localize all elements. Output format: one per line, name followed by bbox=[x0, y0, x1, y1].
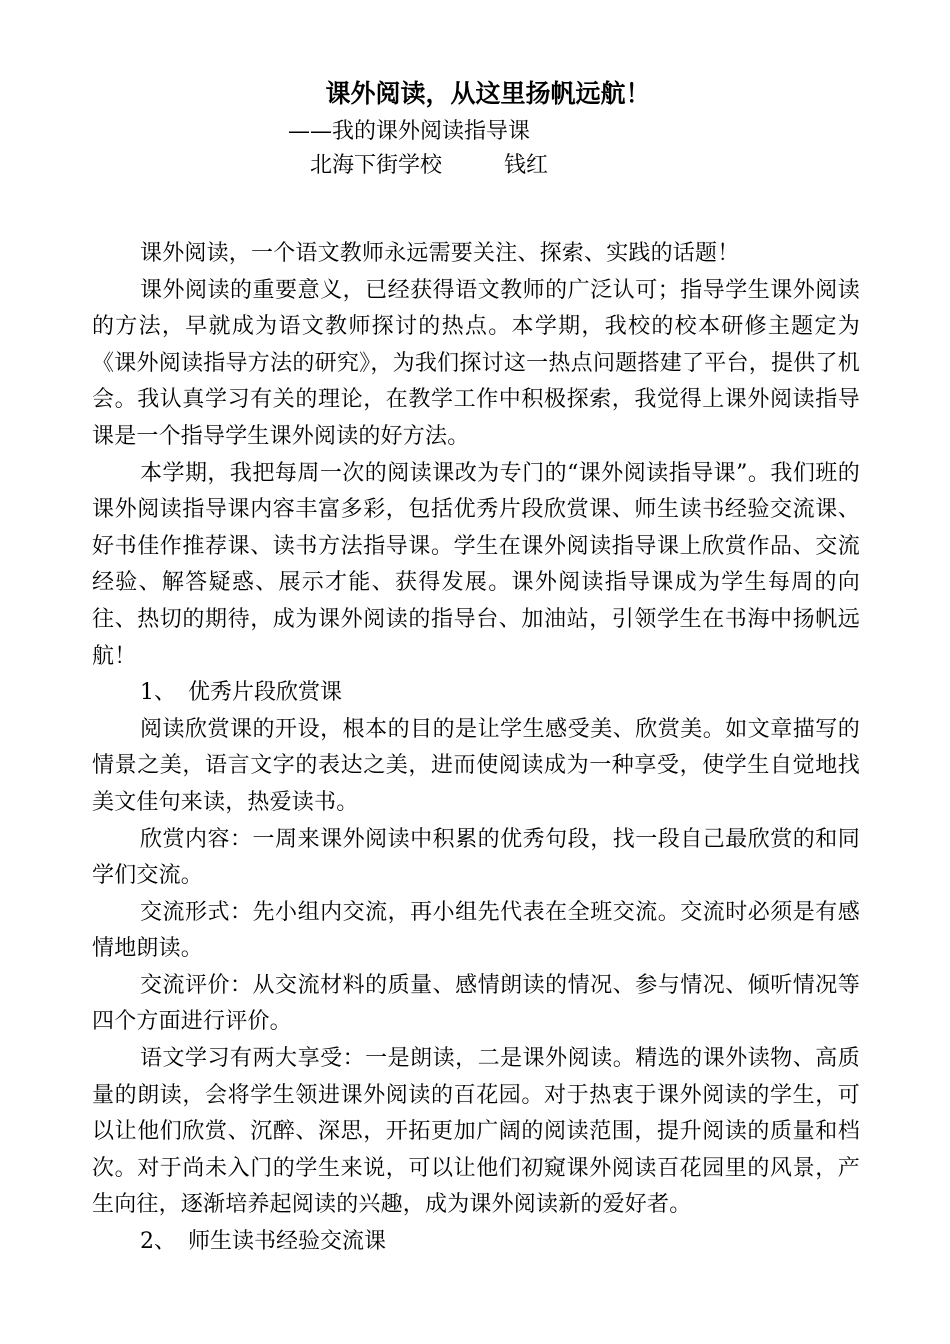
section-title: 师生读书经验交流课 bbox=[188, 1229, 387, 1255]
paragraph: 阅读欣赏课的开设，根本的目的是让学生感受美、欣赏美。如文章描写的情景之美，语言文字的表达之美，进而使阅读成为一种享受，使学生自觉地找美文佳句来读，热爱读书。 bbox=[92, 716, 860, 815]
school-name: 北海下街学校 bbox=[310, 153, 443, 178]
section-heading-2 bbox=[92, 1224, 860, 1261]
paragraph: 欣赏内容：一周来课外阅读中积累的优秀句段，找一段自己最欣赏的和同学们交流。 bbox=[92, 826, 860, 889]
paragraph: 课外阅读，一个语文教师永远需要关注、探索、实践的话题！ bbox=[140, 241, 740, 266]
author-name: 钱红 bbox=[504, 153, 549, 178]
section-number: 1、 bbox=[140, 680, 176, 706]
document-subtitle: ——我的课外阅读指导课 bbox=[288, 119, 531, 144]
section-number: 2、 bbox=[140, 1229, 176, 1255]
author-line bbox=[310, 148, 860, 184]
document-page bbox=[92, 72, 860, 1261]
paragraph: 语文学习有两大享受：一是朗读，二是课外阅读。精选的课外读物、高质量的朗读，会将学生领进课外阅读的百花园。对于热衷于课外阅读的学生，可以让他们欣赏、沉醉、深思，开拓更加广阔的阅读范围，提升阅读的质量和档次。对于尚未入门的学生来说，可以让他们初窥课外阅读百花园里的风景，产生向往，逐渐培养起阅读的兴趣，成为课外阅读新的爱好者。 bbox=[92, 1046, 860, 1218]
paragraph: 课外阅读的重要意义，已经获得语文教师的广泛认可；指导学生课外阅读的方法，早就成为语文教师探讨的热点。本学期，我校的校本研修主题定为《课外阅读指导方法的研究》，为我们探讨这一热点问题搭建了平台，提供了机会。我认真学习有关的理论，在教学工作中积极探索，我觉得上课外阅读指导课是一个指导学生课外阅读的好方法。 bbox=[92, 277, 860, 449]
paragraph: 交流评价：从交流材料的质量、感情朗读的情况、参与情况、倾听情况等四个方面进行评价。 bbox=[92, 972, 860, 1035]
document-title: 课外阅读，从这里扬帆远航！ bbox=[325, 79, 651, 108]
paragraph: 交流形式：先小组内交流，再小组先代表在全班交流。交流时必须是有感情地朗读。 bbox=[92, 899, 860, 962]
section-title: 优秀片段欣赏课 bbox=[188, 680, 343, 706]
document-body bbox=[92, 236, 860, 1261]
section-heading-1 bbox=[92, 675, 860, 712]
paragraph: 本学期，我把每周一次的阅读课改为专门的“课外阅读指导课”。我们班的课外阅读指导课内容丰富多彩，包括优秀片段欣赏课、师生读书经验交流课、好书佳作推荐课、读书方法指导课。学生在课外阅读指导课上欣赏作品、交流经验、解答疑惑、展示才能、获得发展。课外阅读指导课成为学生每周的向往、热切的期待，成为课外阅读的指导台、加油站，引领学生在书海中扬帆远航！ bbox=[92, 460, 860, 669]
